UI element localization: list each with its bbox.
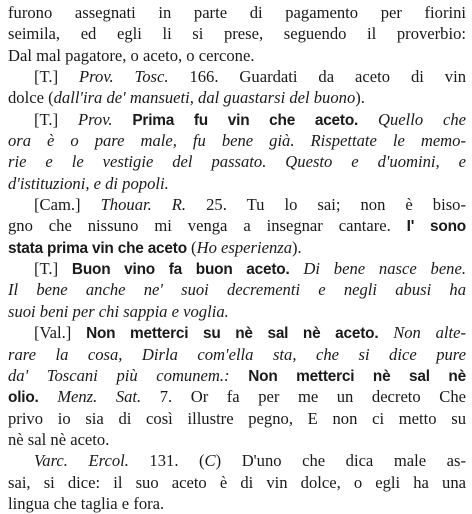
italic-text: Non alte- [393, 323, 466, 343]
bold-proverb: Non metterci su nè sal nè aceto. [86, 325, 379, 343]
italic-text: Prov. [77, 109, 113, 129]
bold-proverb: olio. [8, 389, 39, 407]
text-line [8, 237, 466, 258]
text-line [8, 66, 466, 87]
text-run: 131. ( [128, 451, 205, 471]
bold-proverb: Non metterci nè sal nè [248, 367, 466, 385]
text-line [8, 450, 466, 471]
text-run [378, 323, 393, 342]
text-line [8, 301, 466, 322]
text-run [113, 110, 133, 129]
text-line [8, 344, 466, 365]
italic-text: Di bene nasce bene. [303, 259, 466, 279]
text-run: privo io sia di così illustre pegno, E non ci metto su [8, 408, 466, 428]
text-run: Dal mal pagatore, o aceto, o cercone. [8, 45, 255, 65]
italic-text: d'istituzioni, e di popoli. [8, 173, 169, 193]
bold-proverb: stata prima vin che aceto [8, 239, 187, 257]
italic-text: Thouar. R. [100, 195, 187, 215]
text-run: dolce ( [8, 88, 54, 108]
text-line [8, 173, 466, 194]
italic-text: da' Toscani più comunem.: [8, 365, 230, 385]
text-line [8, 23, 466, 44]
text-line [8, 45, 466, 66]
bold-proverb: Buon vino fa buon aceto. [71, 261, 290, 279]
text-run: gno che nissuno mi venga a insegnar cantare. [8, 216, 407, 236]
text-run [290, 259, 304, 278]
text-line [8, 109, 466, 130]
text-line [8, 429, 466, 450]
italic-text: Menz. Sat. [57, 387, 142, 407]
text-run: furono assegnati in parte di pagamento per fiorini [8, 3, 466, 22]
italic-text: Ho esperienza [196, 237, 292, 257]
text-line [8, 194, 466, 215]
text-run: [Cam.] [34, 195, 101, 215]
text-run [358, 110, 378, 129]
text-line [8, 258, 466, 279]
text-line [8, 472, 466, 493]
text-run: ). [355, 88, 365, 108]
italic-text: C [204, 451, 216, 471]
text-run: ). [292, 237, 302, 257]
text-run: [Val.] [34, 323, 87, 343]
text-run: [T.] [34, 67, 80, 87]
text-line [8, 279, 466, 300]
text-run: [T.] [34, 259, 72, 279]
italic-text: rare la cosa, Dirla com'ella sta, che si dice pure [8, 344, 466, 364]
text-line [8, 2, 466, 23]
text-line [8, 408, 466, 429]
text-run: 25. Tu lo sai; non è biso- [186, 195, 466, 215]
text-run: nè sal nè aceto. [8, 429, 110, 449]
text-run: [T.] [34, 109, 78, 129]
text-run: lingua che taglia e fora. [8, 493, 165, 513]
italic-text: suoi beni per chi sappia e voglia. [8, 301, 229, 321]
text-line [8, 365, 466, 386]
text-line [8, 87, 466, 108]
italic-text: dall'ira de' mansueti, dal guastarsi del buono [53, 88, 356, 108]
text-run: ) D'uno che dica male as- [215, 451, 466, 471]
text-line [8, 151, 466, 172]
text-line [8, 493, 466, 514]
text-run [39, 387, 58, 406]
text-line [8, 386, 466, 407]
text-run: 7. Or fa per me un decreto Che [141, 387, 466, 407]
bold-proverb: I' sono [406, 218, 466, 236]
text-run [230, 366, 249, 385]
italic-text: Quello che [377, 109, 466, 129]
italic-text: ora è o pare male, fu bene già. Rispettate le memo- [8, 131, 466, 151]
italic-text: Il bene anche ne' suoi decrementi e negli abusi ha [8, 280, 466, 300]
text-run: 166. Guardati da aceto di vin [168, 67, 466, 87]
text-line [8, 130, 466, 151]
italic-text: Prov. Tosc. [79, 67, 169, 87]
italic-text: Varc. Ercol. [34, 451, 129, 471]
bold-proverb: Prima fu vin che aceto. [132, 111, 359, 129]
text-run: seimila, ed egli li si prese, seguendo il proverbio: [8, 24, 466, 44]
text-run: sai, si dice: il suo aceto è di vin dolce, o egli ha una [8, 472, 466, 492]
text-line [8, 322, 466, 343]
text-line [8, 215, 466, 236]
text-run: ( [186, 237, 197, 257]
italic-text: rie e le vestigie del passato. Questo e d'uomini, e [8, 152, 466, 172]
